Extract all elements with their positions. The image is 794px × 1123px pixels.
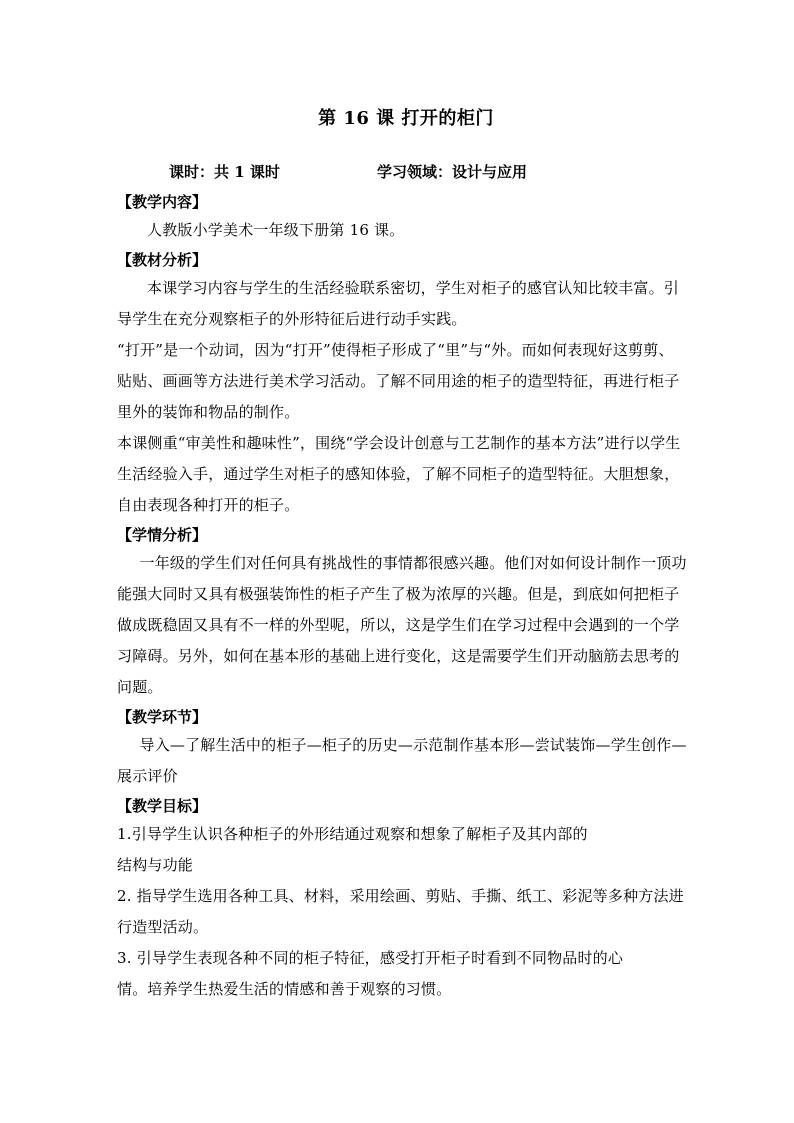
learning-domain-label: 学习领域： <box>377 163 453 181</box>
section-heading: 【教学目标】 <box>117 797 208 815</box>
paragraph: 本课学习内容与学生的生活经验联系密切，学生对柜子的感官认知比较丰富。引导学生在充分观察柜子的外形特征后进行动手实践。 <box>117 279 680 328</box>
class-hours-value: 共 1 课时 <box>214 163 280 181</box>
section-teaching-steps <box>117 704 687 792</box>
goal-item: 情。培养学生热爱生活的情感和善于观察的习惯。 <box>117 980 452 998</box>
goal-item: 1.引导学生认识各种柜子的外形结通过观察和想象了解柜子及其内部的 <box>117 825 588 843</box>
section-heading: 【教材分析】 <box>117 251 208 269</box>
lesson-title: 第 16 课 打开的柜门 <box>318 108 494 129</box>
section-teaching-content <box>117 189 687 246</box>
goal-item: 结构与功能 <box>117 856 194 874</box>
lesson-meta <box>169 161 687 182</box>
class-hours <box>169 161 377 182</box>
section-student-analysis <box>117 522 687 703</box>
class-hours-label: 课时： <box>169 163 215 181</box>
paragraph: 一年级的学生们对任何具有挑战性的事情都很感兴趣。他们对如何设计制作一顶功能强大同时又具有极强装饰性的柜子产生了极为浓厚的兴趣。但是，到底如何把柜子做成既稳固又具有不一样的外型呢，所以，这是学生们在学习过程中会遇到的一个学习障碍。另外，如何在基本形的基础上进行变化，这是需要学生们开动脑筋去思考的问题。 <box>117 554 687 696</box>
paragraph: 本课侧重“审美性和趣味性”，围绕“学会设计创意与工艺制作的基本方法”进行以学生生活经验入手，通过学生对柜子的感知体验，了解不同柜子的造型特征。大胆想象，自由表现各种打开的柜子。 <box>117 434 681 514</box>
section-heading: 【教学内容】 <box>117 193 208 211</box>
paragraph: 导入—了解生活中的柜子—柜子的历史—示范制作基本形—尝试装饰—学生创作—展示评价 <box>117 736 687 785</box>
paragraph: “打开”是一个动词，因为“打开”使得柜子形成了“里”与“外。而如何表现好这剪剪、贴贴、画画等方法进行美术学习活动。了解不同用途的柜子的造型特征，再进行柜子里外的装饰和物品的制作。 <box>117 341 680 421</box>
goal-item: 3. 引导学生表现各种不同的柜子特征，感受打开柜子时看到不同物品时的心 <box>117 949 624 967</box>
section-material-analysis <box>117 247 687 521</box>
document-page <box>117 104 687 1006</box>
learning-domain <box>377 161 527 182</box>
paragraph: 人教版小学美术一年级下册第 16 课。 <box>147 221 405 239</box>
section-teaching-goals <box>117 793 687 1005</box>
section-heading: 【教学环节】 <box>117 708 208 726</box>
section-heading: 【学情分析】 <box>117 526 208 544</box>
learning-domain-value: 设计与应用 <box>452 163 528 181</box>
goal-item: 2. 指导学生选用各种工具、材料，采用绘画、剪贴、手撕、纸工、彩泥等多种方法进行造型活动。 <box>117 887 684 936</box>
